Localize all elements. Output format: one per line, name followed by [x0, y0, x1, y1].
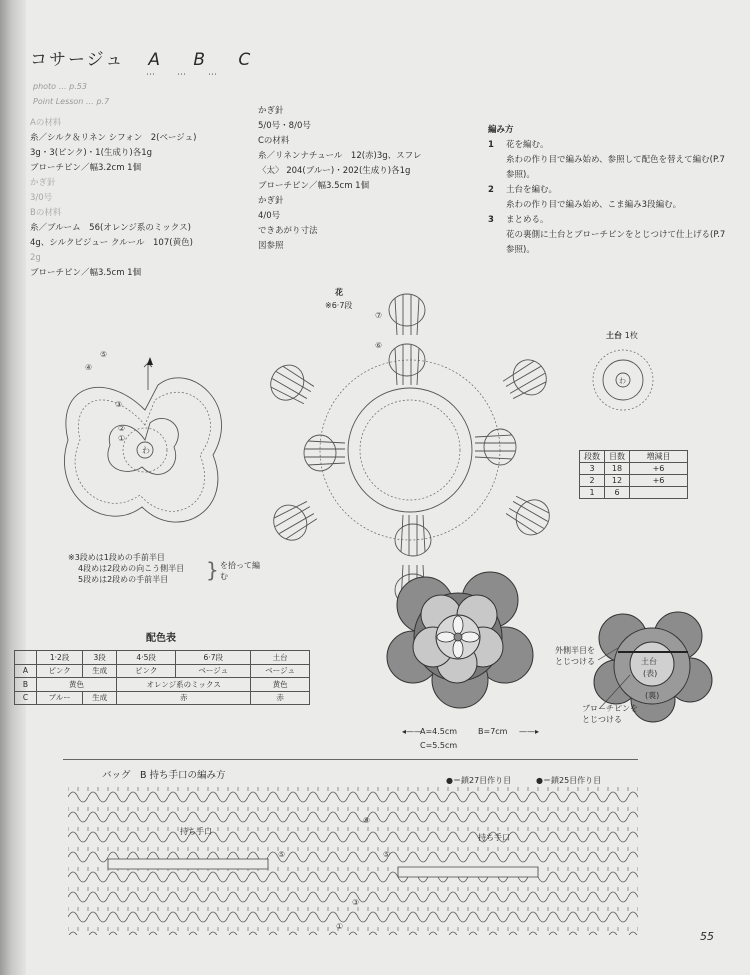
table-cell: +6: [630, 475, 688, 487]
round-note: ※3段めは1段めの手前半目: [68, 553, 165, 562]
step-item: [488, 213, 728, 258]
round-flower-chart: [50, 345, 240, 535]
material-line: 3g・3(ピンク)・1(生成り)各1g: [30, 148, 153, 158]
svg-text:④: ④: [85, 363, 93, 372]
material-line: 図参照: [258, 241, 284, 251]
table-cell: 黄色: [37, 678, 117, 692]
table-row: [580, 487, 688, 499]
table-cell: ブルー: [37, 691, 83, 705]
leader-lines: [590, 620, 630, 710]
bag-legend-b: ●＝鎖25目作り目: [536, 776, 602, 785]
size-arrow: ◂——: [402, 727, 423, 736]
step-number: 3: [488, 215, 494, 225]
table-header: [15, 651, 37, 665]
step-detail: 糸わの作り目で編み始め、こま編み3段編む。: [506, 200, 682, 210]
table-cell: 18: [605, 463, 630, 475]
table-row: [15, 678, 310, 692]
svg-text:⑤: ⑤: [278, 850, 286, 859]
table-cell: 生成: [83, 664, 117, 678]
material-line: できあがり寸法: [258, 226, 318, 236]
back-base-side: (表): [643, 669, 658, 678]
table-header: 4·5段: [117, 651, 176, 665]
table-header: 増減目: [630, 451, 688, 463]
svg-text:わ: わ: [142, 446, 150, 455]
material-line: 5/0号・8/0号: [258, 121, 311, 131]
table-cell: ピンク: [117, 664, 176, 678]
table-cell: ベージュ: [251, 664, 310, 678]
bag-handle-chart: [68, 787, 638, 935]
table-cell: 黄色: [251, 678, 310, 692]
svg-text:①: ①: [118, 434, 126, 443]
table-header-row: [580, 451, 688, 463]
table-cell: B: [15, 678, 37, 692]
table-cell: 赤: [117, 691, 251, 705]
step-number: 1: [488, 140, 494, 150]
instructions: [488, 123, 728, 258]
size-c: C=5.5cm: [420, 741, 458, 750]
svg-text:⑤: ⑤: [383, 850, 391, 859]
round-note: 4段めは2段めの向こう側半目: [78, 564, 185, 573]
base-chart: [588, 345, 658, 415]
back-side-label: (裏): [645, 691, 660, 700]
base-label: [606, 330, 638, 341]
step-title: 土台を編む。: [506, 185, 558, 195]
round-count-table: [579, 450, 688, 499]
table-row: [15, 664, 310, 678]
step-title: まとめる。: [506, 215, 549, 225]
table-cell: 12: [605, 475, 630, 487]
table-cell: オレンジ系のミックス: [117, 678, 251, 692]
material-line: かぎ針: [30, 178, 56, 188]
table-header: 段数: [580, 451, 605, 463]
bag-legend-a: ●＝鎖27目作り目: [446, 776, 512, 785]
color-table: [14, 650, 310, 705]
material-line: 2g: [30, 253, 41, 263]
step-number: 2: [488, 185, 494, 195]
material-line: ブローチピン／幅3.5cm 1個: [258, 181, 370, 191]
table-cell: C: [15, 691, 37, 705]
table-row: [580, 463, 688, 475]
outer-stitch-label-2: とじつける: [555, 657, 595, 666]
material-line: かぎ針: [258, 106, 284, 116]
photo-reference: photo … p.53: [33, 82, 87, 91]
material-line: かぎ針: [258, 196, 284, 206]
material-line: 3/0号: [30, 193, 53, 203]
step-detail: 花の裏側に土台とブローチピンをとじつけて仕上げる(P.7参照)。: [506, 230, 726, 255]
material-line: 〈太〉 204(ブルー)・202(生成り)各1g: [258, 166, 411, 176]
material-line: Cの材料: [258, 136, 290, 146]
svg-text:わ: わ: [619, 377, 626, 385]
materials-left: [30, 116, 196, 281]
round-note: 5段めは2段めの手前半目: [78, 575, 169, 584]
table-cell: 生成: [83, 691, 117, 705]
table-cell: 1: [580, 487, 605, 499]
handle-label-right: 持ち手口: [478, 833, 510, 842]
table-cell: 2: [580, 475, 605, 487]
size-arrow-right: ——▸: [519, 727, 540, 736]
step-detail: 糸わの作り目で編み始め、参照して配色を替えて編む(P.7参照)。: [506, 155, 725, 180]
brooch-pin-label-2: とじつける: [582, 715, 622, 724]
size-a: A=4.5cm: [420, 727, 458, 736]
finished-flower-illustration: [395, 565, 525, 705]
step-item: [488, 138, 728, 183]
material-line: 糸／ブルーム 56(オレンジ系のミックス): [30, 223, 191, 233]
instructions-heading: 編み方: [488, 125, 514, 135]
brace: }: [206, 558, 219, 582]
base-label-text: 土台: [606, 331, 622, 340]
table-cell: A: [15, 664, 37, 678]
svg-text:②: ②: [118, 424, 126, 433]
svg-text:⑨: ⑨: [363, 816, 371, 825]
title-dots: ⋯⋯⋯: [146, 70, 239, 80]
table-header-row: [15, 651, 310, 665]
svg-text:③: ③: [115, 400, 123, 409]
table-cell: ベージュ: [176, 664, 251, 678]
table-cell: ピンク: [37, 664, 83, 678]
material-line: 4g、シルクビジュー クルール 107(黄色): [30, 238, 193, 248]
back-base-label: 土台: [641, 657, 657, 666]
table-row: [580, 475, 688, 487]
svg-text:③: ③: [352, 898, 360, 907]
flower-rounds-note: ※6·7段: [325, 301, 353, 310]
material-line: 糸／リネンナチュール 12(赤)3g、スフレ: [258, 151, 422, 161]
page-title: [30, 45, 264, 70]
table-cell: 6: [605, 487, 630, 499]
round-notes: [68, 552, 184, 585]
step-title: 花を編む。: [506, 140, 549, 150]
material-line: ブローチピン／幅3.5cm 1個: [30, 268, 142, 278]
table-header: 土台: [251, 651, 310, 665]
title-variants: A B C: [148, 50, 265, 70]
svg-text:⑦: ⑦: [375, 311, 383, 320]
brooch-pin-label: ブローチピンを: [582, 704, 638, 713]
material-line: Bの材料: [30, 208, 62, 218]
svg-text:①: ①: [336, 922, 344, 931]
step-item: [488, 183, 728, 213]
material-line: ブローチピン／幅3.2cm 1個: [30, 163, 142, 173]
svg-text:⑥: ⑥: [375, 341, 383, 350]
material-line: 糸／シルク＆リネン シフォン 2(ベージュ): [30, 133, 197, 143]
table-header: 3段: [83, 651, 117, 665]
table-cell: [630, 487, 688, 499]
bag-title: バッグ B 持ち手口の編み方: [102, 770, 226, 781]
outer-stitch-label: 外側半目を: [555, 646, 595, 655]
flower-motif-chart: [285, 290, 525, 550]
table-row: [15, 691, 310, 705]
title-text: コサージュ: [30, 50, 125, 70]
table-cell: +6: [630, 463, 688, 475]
handle-label-left: 持ち手口: [180, 827, 212, 836]
page-number: 55: [700, 930, 714, 943]
section-divider: [63, 759, 638, 760]
table-header: 6·7段: [176, 651, 251, 665]
flower-label: 花: [335, 288, 343, 297]
table-cell: 3: [580, 463, 605, 475]
color-table-title: 配色表: [146, 633, 176, 644]
table-header: 1·2段: [37, 651, 83, 665]
lesson-reference: Point Lesson … p.7: [33, 97, 110, 106]
svg-text:⑤: ⑤: [100, 350, 108, 359]
material-line: 4/0号: [258, 211, 281, 221]
table-cell: 赤: [251, 691, 310, 705]
base-count: 1枚: [624, 331, 638, 340]
table-header: 目数: [605, 451, 630, 463]
material-line: Aの材料: [30, 118, 62, 128]
round-notes-suffix: を拾って編む: [220, 561, 260, 581]
book-spine-shadow: [0, 0, 26, 975]
materials-middle: [258, 104, 421, 254]
size-b: B=7cm: [478, 727, 508, 736]
